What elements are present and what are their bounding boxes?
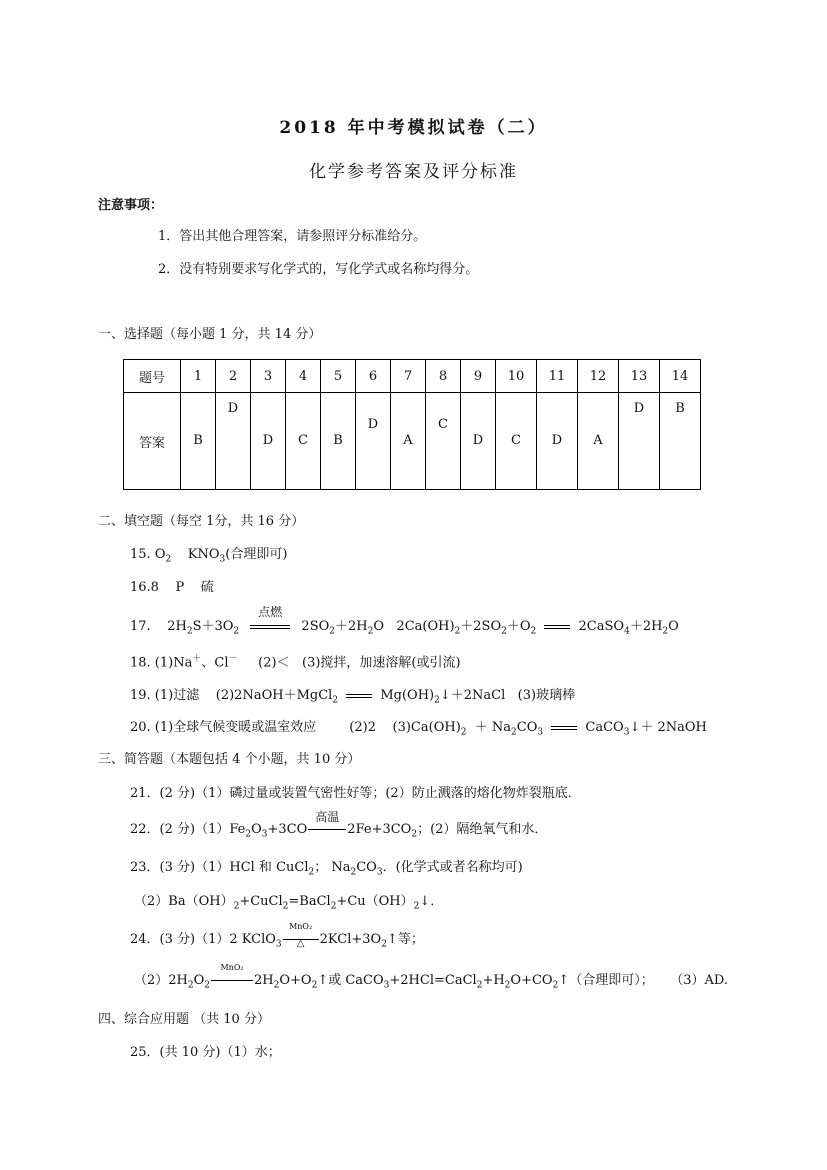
formula: KNO [187,547,220,562]
section-1-heading: 一、选择题（每小题 1 分，共 14 分） [98,327,322,342]
formula: CaCO [585,720,624,735]
answer-cell [578,393,619,490]
answer-line-25: 25．(共 10 分)（1）水； [130,1045,281,1060]
subscript: 2 [330,901,337,912]
text: 19. (1)过滤 [130,688,200,703]
subscript: 3 [219,554,226,565]
formula: 2KCl+3O [319,932,382,947]
answer-value: C [511,433,521,448]
subscript: 2 [233,901,240,912]
answer-cell [426,393,461,490]
formula: （2）2H [134,973,188,988]
answer-value: D [227,401,239,416]
table-answer-row [124,393,701,490]
formula: 2H [254,973,274,988]
formula: 2SO [301,619,330,634]
answer-cell [321,393,356,490]
formula: CO [516,720,538,735]
formula: +H [482,973,505,988]
answer-value: B [675,401,685,416]
catalyst-label: MnO₂ [289,922,313,931]
text: ；(2）隔绝氧气和水． [417,822,548,837]
answer-cell [216,393,251,490]
answer-cell [496,393,537,490]
text: 18. (1)Na [130,655,193,671]
formula: ↑或 CaCO [317,973,384,988]
answer-line-23b [134,890,443,912]
subscript: 2 [332,695,339,706]
text: ．(化学式或者名称均可) [382,860,523,875]
subscript: 2 [233,626,240,637]
answer-value: B [193,433,203,448]
question-number: 13 [619,360,660,393]
notes-heading: 注意事项： [98,198,164,213]
formula: ＋2SO [460,619,502,634]
subscript: 2 [530,626,537,637]
equals-sign [551,726,577,730]
text: 24．(3 分)（1）2 KClO [130,932,276,947]
catalyst-label: MnO₂ [220,963,244,972]
question-number: 8 [426,360,461,393]
superscript: － [228,654,238,664]
question-number: 7 [391,360,426,393]
note-item: 2．没有特别要求写化学式的，写化学式或名称均得分。 [158,262,479,277]
reaction-condition-arrow [247,605,293,634]
subscript: 2 [350,867,357,878]
subscript: 2 [434,695,440,706]
answer-cell [181,393,216,490]
subscript: 4 [624,626,630,637]
formula: ↓． [419,894,444,909]
question-number: 10 [496,360,537,393]
subscript: 3 [261,829,268,840]
subscript: 2 [501,626,507,637]
question-number: 11 [537,360,578,393]
subscript: 2 [381,939,387,950]
answer-value: D [367,417,379,432]
formula: (2)2NaOH＋MgCl [215,688,333,703]
section-4-heading: 四、综合应用题 （共 10 分） [98,1012,270,1027]
q-num: 15. [130,547,151,562]
subscript: 2 [454,626,461,637]
question-number: 5 [321,360,356,393]
text: 、Cl [201,655,229,671]
subscript: 2 [552,980,559,991]
reaction-condition-arrow [282,922,320,949]
formula: ＋2H [335,619,368,634]
formula: 2CaSO [578,619,625,634]
formula: +3CO [267,822,308,837]
row-label-answer: 答案 [124,393,181,490]
formula: ↓＋2NaCl [439,688,506,703]
subscript: 2 [311,980,318,991]
superscript: ＋ [192,654,202,664]
answer-line-20 [130,716,707,738]
answer-line-17 [130,605,679,637]
page-title: 2018 年中考模拟试卷（二） [279,118,548,138]
answer-line-21: 21．(2 分)（1）磷过量或装置气密性好等；(2）防止溅落的熔化物炸裂瓶底． [130,786,581,801]
formula: +CuCl [239,894,283,909]
reaction-condition-arrow [307,810,347,837]
question-number: 2 [216,360,251,393]
reaction-condition-arrow [210,963,254,988]
formula: O [154,547,166,562]
text: ↑（合理即可）； [558,973,654,988]
answer-line-15 [130,543,287,565]
formula: ＋O [506,619,531,634]
section-3-heading: 三、简答题（本题包括 4 个小题，共 10 分） [98,752,361,767]
subscript: 2 [329,626,335,637]
answer-value: B [333,433,343,448]
subscript: 2 [411,829,418,840]
answer-cell [286,393,321,490]
question-number: 6 [356,360,391,393]
subscript: 2 [187,980,194,991]
answer-cell [461,393,496,490]
text: (2)＜ [258,655,290,671]
formula: ＋2H [629,619,663,634]
formula: =BaCl [288,894,331,909]
subscript: 2 [245,829,252,840]
formula: （2）Ba（OH） [134,894,234,909]
subscript: 2 [476,980,483,991]
answer-line-19 [130,684,575,706]
subscript: 2 [413,901,420,912]
subscript: 2 [165,554,172,565]
formula: +Cu（OH） [336,894,414,909]
text: (3)玻璃棒 [517,688,576,703]
formula: Mg(OH) [380,688,435,703]
answer-line-18 [130,651,461,670]
formula: (3)Ca(OH) [392,720,461,735]
subscript: 3 [275,939,282,950]
answer-cell [356,393,391,490]
q-num: 17. [130,619,151,634]
subscript: 2 [186,626,193,637]
answer-value: D [633,401,645,416]
formula: O+O [279,973,312,988]
text: ↑等； [386,932,424,947]
text: ； Na [314,860,351,875]
answer-value: D [262,433,274,448]
question-number: 3 [251,360,286,393]
page-subtitle: 化学参考答案及评分标准 [309,162,518,182]
answer-value: A [593,433,603,448]
answer-value: C [438,417,448,432]
text: 23．(3 分)（1）HCl 和 CuCl [130,860,309,875]
formula: 2Fe+3CO [347,822,412,837]
answer-cell [660,393,701,490]
table-header-row [124,360,701,393]
subscript: 2 [504,980,511,991]
question-number: 4 [286,360,321,393]
question-number: 12 [578,360,619,393]
text: (3)搅拌，加速溶解(或引流) [302,655,461,671]
subscript: 3 [376,867,383,878]
text: （3）AD. [670,973,728,988]
answer-value: D [551,433,563,448]
heat-label: △ [296,938,305,949]
answer-cell [391,393,426,490]
text: (2)2 [349,720,376,735]
formula: O [193,973,205,988]
formula: 2H [167,619,187,634]
formula: ↓＋ 2NaOH [629,720,707,735]
answer-line-16: 16.8 P 硫 [130,580,214,595]
section-2-heading: 二、填空题（每空 1分，共 16 分） [98,514,305,529]
answer-value: A [403,433,413,448]
subscript: 3 [383,980,390,991]
formula: 2Ca(OH) [396,619,455,634]
formula: O+CO [510,973,553,988]
formula: O [373,619,385,634]
subscript: 2 [204,980,211,991]
formula: O [668,619,679,634]
question-number: 14 [660,360,701,393]
answer-line-22 [130,810,548,840]
formula: ＋ Na [474,720,512,735]
text: 20. (1)全球气候变暖或温室效应 [130,720,317,735]
subscript: 2 [308,867,315,878]
subscript: 3 [623,727,630,738]
answer-value: C [298,433,308,448]
subscript: 2 [273,980,280,991]
condition-label: 点燃 [258,605,283,619]
formula: CO [356,860,377,875]
answer-cell [619,393,660,490]
answer-cell [537,393,578,490]
answer-table [123,359,701,490]
condition-label: 高温 [315,810,340,824]
subscript: 3 [537,727,544,738]
formula: O [251,822,262,837]
answer-line-24 [130,922,424,950]
subscript: 2 [282,901,289,912]
subscript: 2 [367,626,374,637]
answer-line-23 [130,856,523,878]
row-label-question: 题号 [124,360,181,393]
text: 22．(2 分)（1）Fe [130,822,246,837]
question-number: 9 [461,360,496,393]
equals-sign [544,625,570,629]
note-item: 1．答出其他合理答案，请参照评分标准给分。 [158,229,427,244]
answer-line-24b [134,963,728,991]
answer-cell [251,393,286,490]
question-number: 1 [181,360,216,393]
subscript: 2 [460,727,467,738]
subscript: 2 [511,727,517,738]
answer-value: D [472,433,484,448]
subscript: 2 [662,626,669,637]
formula: +2HCl=CaCl [389,973,477,988]
note: (合理即可) [225,547,288,562]
equals-sign [346,694,372,698]
formula: S＋3O [192,619,234,634]
